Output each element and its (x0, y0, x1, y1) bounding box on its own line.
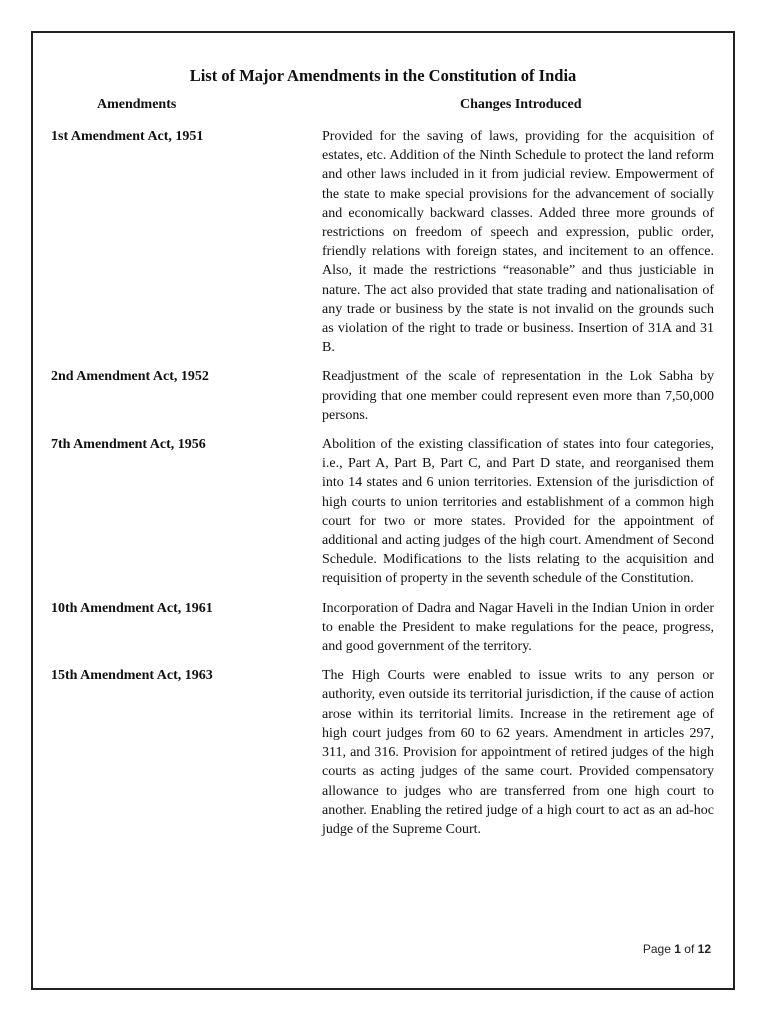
page-number (643, 942, 711, 956)
total-pages: 12 (697, 942, 711, 956)
table-row (51, 666, 716, 839)
amendment-changes: Abolition of the existing classification of states into four categories, i.e., Part A, Part B, Part C, and Part D state, and reorganised them into 14 states and 6 union territories. Extension of the jurisdiction of high courts to union territories and establishment of a common high court for two or more states. Provided for the appointment of additional and acting judges of the high court. Amendment of Second Schedule. Modifications to the lists relating to the acquisition and requisition of property in the seventh schedule of the Constitution. (322, 437, 714, 587)
amendments-table (51, 127, 716, 849)
table-row (51, 599, 716, 657)
amendment-changes: The High Courts were enabled to issue writs to any person or authority, even outside its territorial jurisdiction, if the cause of action arose within its territorial limits. Increase in the retirement age of high court judges from 60 to 62 years. Amendment in articles 297, 311, and 316. Provision for appointment of retired judges of the high courts as acting judges of the same court. Provided compensatory allowance to judges who are transferred from one high court to another. Enabling the retired judge of a high court to act as an ad-hoc judge of the Supreme Court. (322, 668, 714, 837)
document-title: List of Major Amendments in the Constitution of India (189, 66, 577, 85)
amendment-name: 7th Amendment Act, 1956 (51, 437, 206, 453)
of-label: of (684, 942, 695, 956)
current-page: 1 (674, 942, 681, 956)
column-header-changes: Changes Introduced (460, 97, 582, 112)
table-row (51, 127, 716, 357)
amendment-changes: Provided for the saving of laws, providing for the acquisition of estates, etc. Addition of the Ninth Schedule to protect the land reform and other laws included in it from judicial review. Empowerment of the state to make special provisions for the advancement of socially and economically backward classes. Added three more grounds of restrictions on freedom of speech and expression, public order, friendly relations with foreign states, and incitement to an offence. Also, it made the restrictions “reasonable” and thus justiciable in nature. The act also provided that state trading and nationalisation of any trade or business by the state is not invalid on the grounds such as violation of the right to trade or business. Insertion of 31A and 31 B. (322, 129, 714, 356)
amendment-name: 2nd Amendment Act, 1952 (51, 369, 209, 385)
document-page (31, 31, 735, 990)
amendment-name: 15th Amendment Act, 1963 (51, 668, 213, 684)
amendment-changes: Readjustment of the scale of representation in the Lok Sabha by providing that one member could represent even more than 7,50,000 persons. (322, 369, 714, 423)
page-label: Page (642, 942, 671, 956)
table-row (51, 367, 716, 425)
column-header-amendments: Amendments (97, 97, 177, 112)
table-row (51, 435, 716, 589)
amendment-changes: Incorporation of Dadra and Nagar Haveli in the Indian Union in order to enable the President to make regulations for the peace, progress, and good government of the territory. (322, 600, 714, 655)
amendment-name: 1st Amendment Act, 1951 (51, 129, 204, 144)
amendment-name: 10th Amendment Act, 1961 (51, 600, 213, 616)
